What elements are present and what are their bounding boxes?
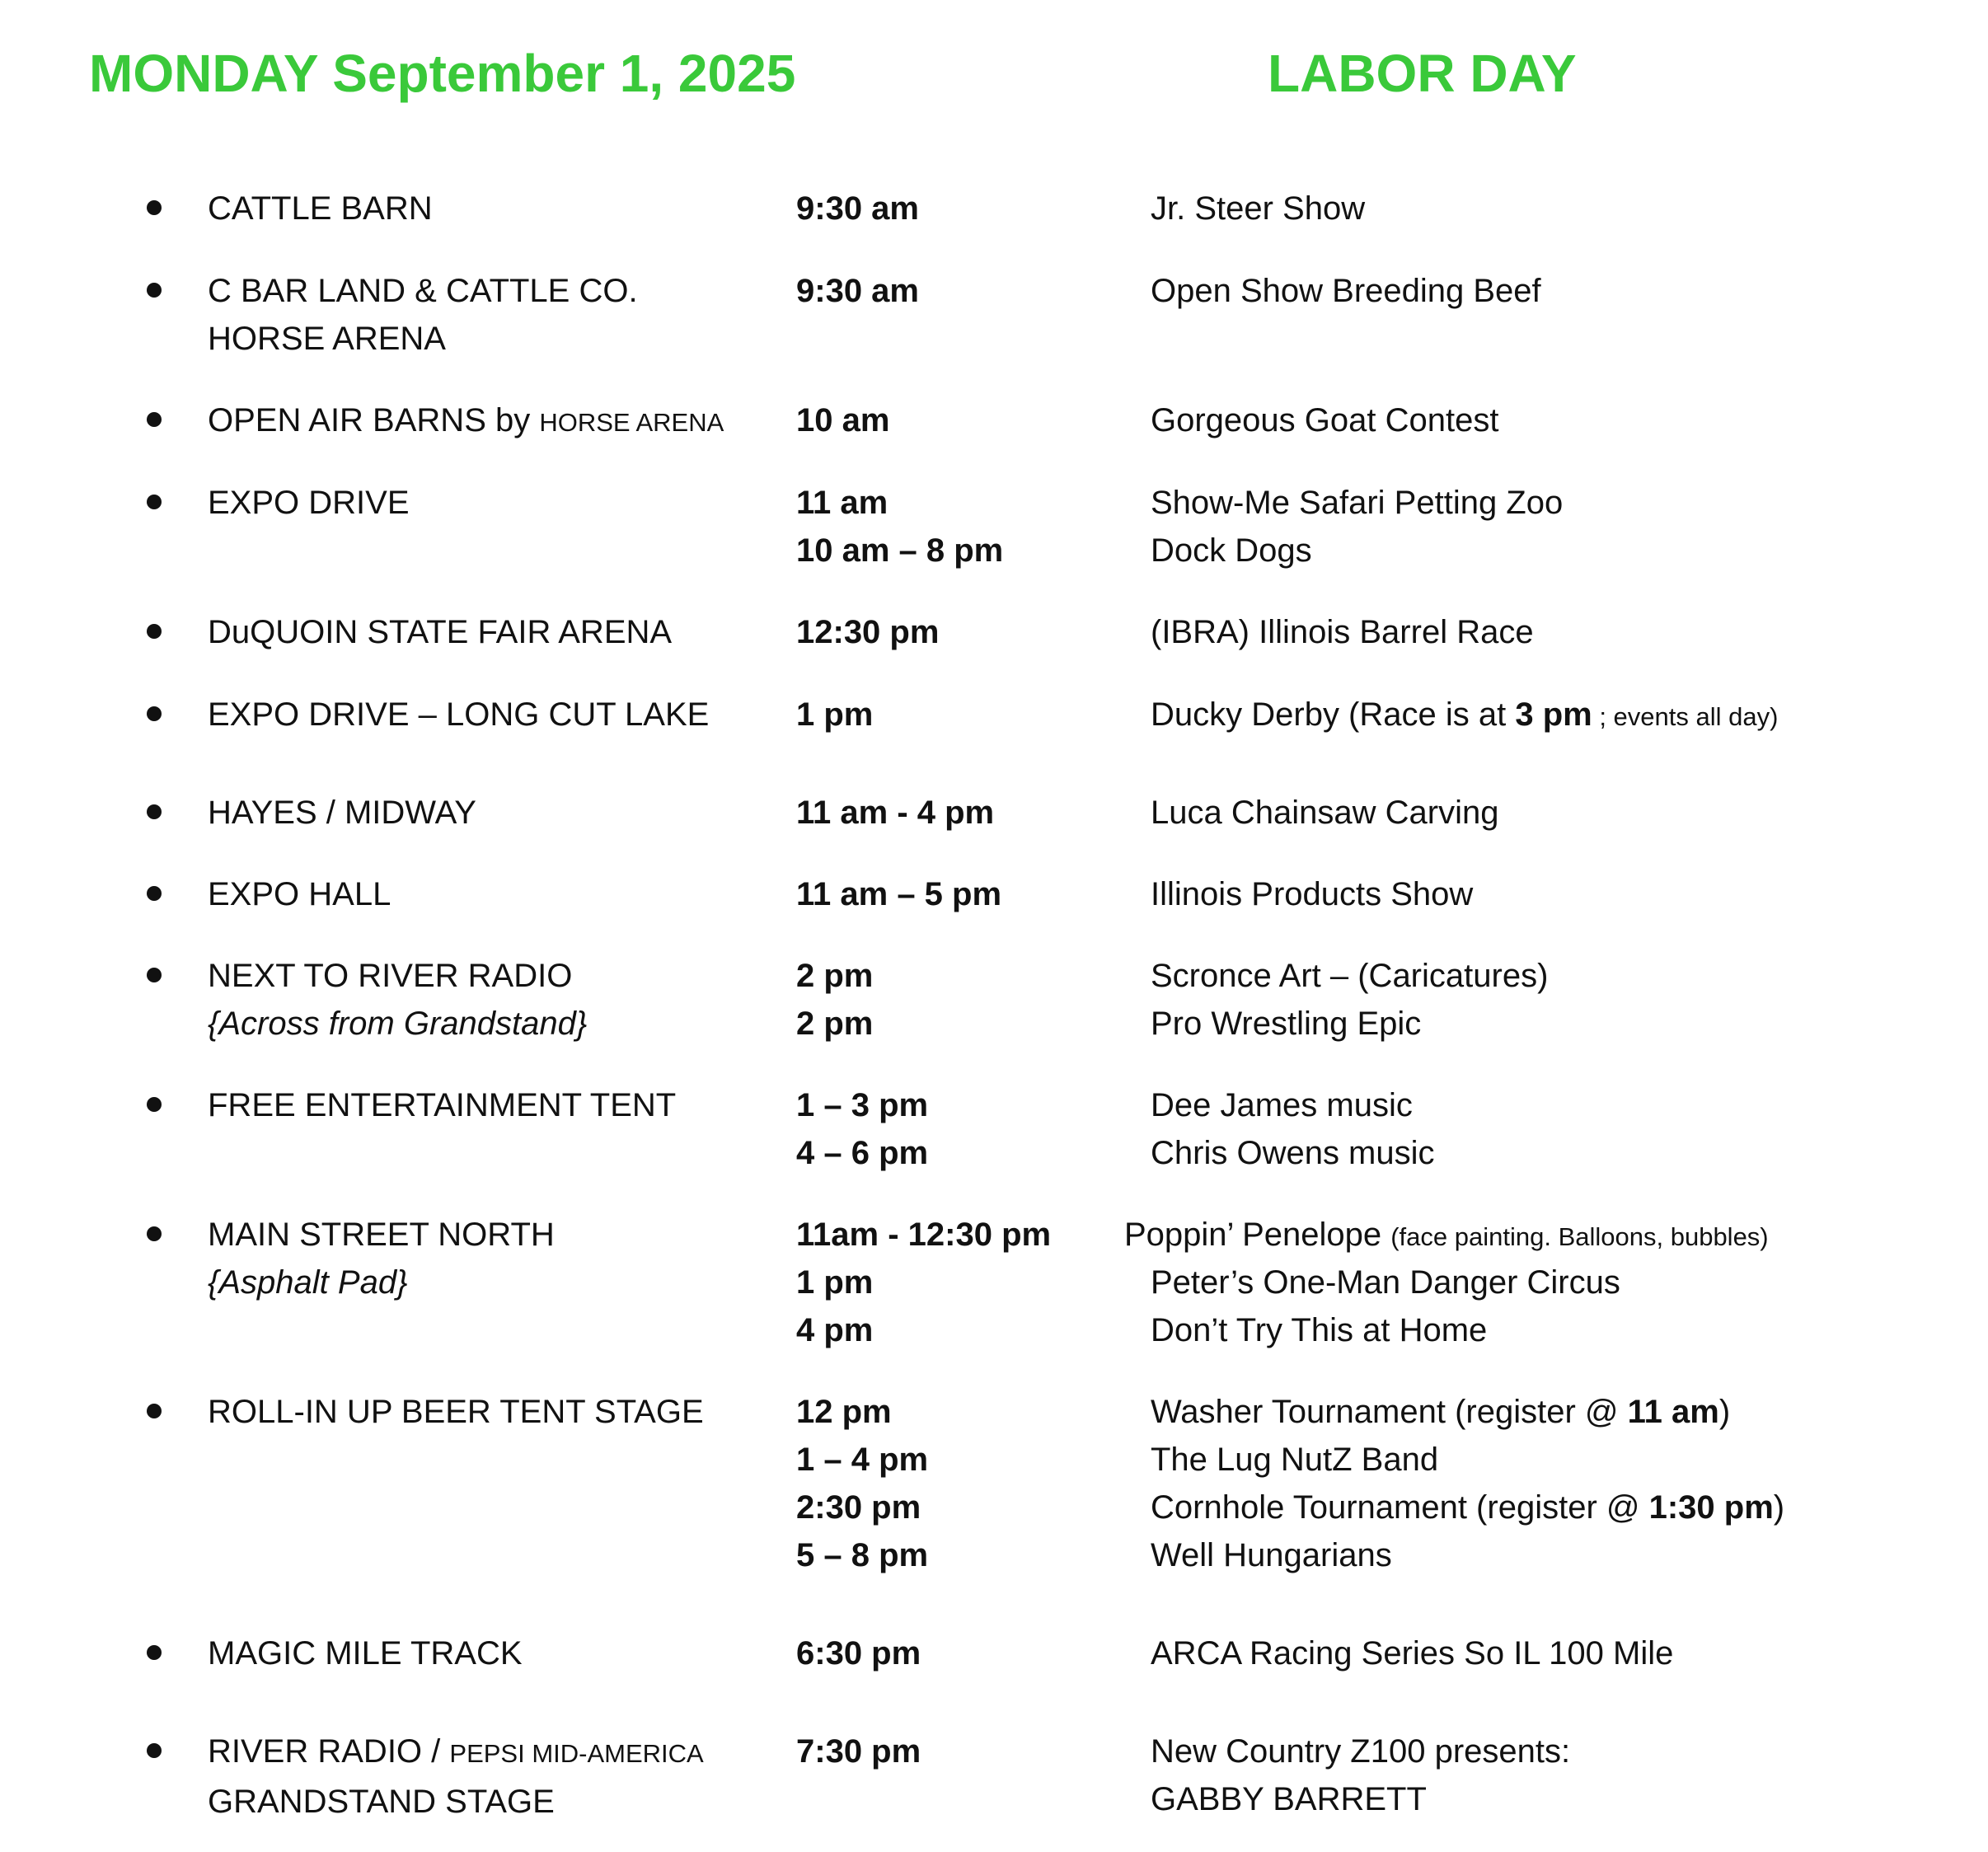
event: The Lug NutZ Band: [1151, 1442, 1439, 1478]
event: [1151, 691, 1778, 738]
events: [1151, 1388, 1784, 1579]
time: 7:30 pm: [796, 1733, 921, 1770]
location-name: ROLL-IN UP BEER TENT STAGE: [208, 1394, 704, 1430]
time: 12:30 pm: [796, 614, 940, 650]
event: Jr. Steer Show: [1151, 190, 1366, 227]
times: [796, 870, 1001, 918]
location-name: EXPO DRIVE – LONG CUT LAKE: [208, 696, 710, 733]
bullet-icon: [147, 968, 162, 982]
location-subtitle: {Asphalt Pad}: [208, 1264, 408, 1301]
times: [796, 185, 919, 232]
location-name: HAYES / MIDWAY: [208, 795, 476, 831]
event-text: Poppin’ Penelope: [1124, 1217, 1391, 1253]
location: [208, 870, 391, 918]
bullet-icon: [147, 1226, 162, 1241]
bullet-icon: [147, 283, 162, 298]
location: [208, 1728, 704, 1826]
time: 2 pm: [796, 1006, 874, 1042]
events: [1151, 185, 1365, 232]
location: [208, 952, 587, 1048]
time: 1 pm: [796, 696, 874, 733]
time: 11am - 12:30 pm: [796, 1217, 1052, 1253]
event: Gorgeous Goat Contest: [1151, 402, 1499, 438]
time: 10 am: [796, 402, 890, 438]
location-line1: [208, 1728, 704, 1778]
event-tail: ): [1773, 1489, 1785, 1526]
event: Illinois Products Show: [1151, 876, 1474, 912]
time: 4 – 6 pm: [796, 1135, 929, 1171]
event: New Country Z100 presents:: [1151, 1733, 1571, 1770]
location-small: HORSE ARENA: [539, 408, 724, 437]
event: (IBRA) Illinois Barrel Race: [1151, 614, 1534, 650]
times: [796, 396, 889, 444]
events: [1151, 608, 1534, 656]
event-note: ; events all day): [1592, 702, 1779, 731]
event: Show-Me Safari Petting Zoo: [1151, 485, 1564, 521]
event: Well Hungarians: [1151, 1537, 1392, 1573]
location-name: CATTLE BARN: [208, 190, 433, 227]
location-name: EXPO DRIVE: [208, 485, 410, 521]
times: [796, 1728, 921, 1775]
event-bold-time: 1:30 pm: [1648, 1489, 1774, 1526]
events: [1151, 691, 1778, 738]
bullet-icon: [147, 886, 162, 901]
bullet-icon: [147, 495, 162, 509]
times: [796, 479, 1003, 574]
location: [208, 396, 724, 447]
event-text: Ducky Derby (Race is at: [1151, 696, 1516, 733]
event: Scronce Art – (Caricatures): [1151, 958, 1549, 994]
time: 9:30 am: [796, 190, 919, 227]
bullet-icon: [147, 1404, 162, 1418]
event: [1151, 1484, 1784, 1531]
events: [1151, 1081, 1435, 1177]
bullet-icon: [147, 706, 162, 721]
event: ARCA Racing Series So IL 100 Mile: [1151, 1635, 1674, 1671]
location-line2: GRANDSTAND STAGE: [208, 1784, 555, 1820]
location-name: EXPO HALL: [208, 876, 392, 912]
bullet-icon: [147, 624, 162, 639]
bullet-icon: [147, 1645, 162, 1660]
location: [208, 185, 433, 232]
times: [796, 267, 919, 315]
event: Open Show Breeding Beef: [1151, 273, 1541, 309]
events: [1151, 870, 1473, 918]
times: [796, 789, 994, 837]
location: [208, 608, 672, 656]
event: Chris Owens music: [1151, 1135, 1435, 1171]
location: [208, 1629, 523, 1677]
location: [208, 691, 709, 738]
day-date-title: MONDAY September 1, 2025: [89, 44, 796, 103]
event-text: Cornhole Tournament (register @: [1151, 1489, 1649, 1526]
time: 1 – 3 pm: [796, 1087, 929, 1123]
events: [1151, 789, 1498, 837]
time: 10 am – 8 pm: [796, 532, 1004, 569]
event: Luca Chainsaw Carving: [1151, 795, 1499, 831]
location: [208, 267, 638, 363]
location-name: DuQUOIN STATE FAIR ARENA: [208, 614, 673, 650]
time: 12 pm: [796, 1394, 892, 1430]
location-subtitle: {Across from Grandstand}: [208, 1006, 588, 1042]
time: 2:30 pm: [796, 1489, 921, 1526]
location: [208, 1388, 704, 1436]
times: [796, 691, 873, 738]
location: [208, 1211, 555, 1306]
time: 2 pm: [796, 958, 874, 994]
event-bold-time: 3 pm: [1515, 696, 1592, 733]
time: 6:30 pm: [796, 1635, 921, 1671]
bullet-icon: [147, 1743, 162, 1758]
times: [796, 1388, 928, 1579]
event-text: Washer Tournament (register @: [1151, 1394, 1628, 1430]
time: 5 – 8 pm: [796, 1537, 929, 1573]
location: [208, 789, 476, 837]
time: 11 am: [796, 485, 889, 521]
times: [796, 608, 939, 656]
event-headliner: GABBY BARRETT: [1151, 1781, 1427, 1817]
event-tail: ): [1718, 1394, 1731, 1430]
events: [1151, 1629, 1673, 1677]
events: [1151, 952, 1548, 1048]
holiday-title: LABOR DAY: [1268, 44, 1577, 103]
event: Pro Wrestling Epic: [1151, 1006, 1422, 1042]
location-name: MAGIC MILE TRACK: [208, 1635, 523, 1671]
time: 11 am - 4 pm: [796, 795, 995, 831]
event-note: (face painting. Balloons, bubbles): [1390, 1222, 1769, 1251]
bullet-icon: [147, 412, 162, 427]
bullet-icon: [147, 804, 162, 819]
events: [1124, 1211, 1769, 1354]
location-small: PEPSI MID-AMERICA: [449, 1739, 704, 1768]
event: Dock Dogs: [1151, 532, 1312, 569]
bullet-icon: [147, 1097, 162, 1112]
location-name: OPEN AIR BARNS by: [208, 402, 540, 438]
location-name: FREE ENTERTAINMENT TENT: [208, 1087, 677, 1123]
location-name: NEXT TO RIVER RADIO: [208, 958, 573, 994]
time: 4 pm: [796, 1312, 874, 1348]
location-name: RIVER RADIO /: [208, 1733, 450, 1770]
times: [796, 1211, 1051, 1354]
location-name: C BAR LAND & CATTLE CO.: [208, 273, 638, 309]
times: [796, 952, 873, 1048]
location-name: MAIN STREET NORTH: [208, 1217, 555, 1253]
events: [1151, 267, 1541, 315]
location: [208, 479, 410, 527]
event: Don’t Try This at Home: [1151, 1312, 1488, 1348]
page-header: [0, 43, 1988, 125]
events: [1151, 1728, 1570, 1823]
events: [1151, 396, 1498, 444]
event: [1124, 1211, 1769, 1259]
events: [1151, 479, 1563, 574]
event: Dee James music: [1151, 1087, 1413, 1123]
times: [796, 1081, 928, 1177]
time: 1 pm: [796, 1264, 874, 1301]
times: [796, 1629, 921, 1677]
location: [208, 1081, 676, 1129]
event: Peter’s One-Man Danger Circus: [1151, 1264, 1620, 1301]
location-line2: HORSE ARENA: [208, 321, 446, 357]
time: 1 – 4 pm: [796, 1442, 929, 1478]
event-bold-time: 11 am: [1627, 1394, 1719, 1430]
event: [1151, 1388, 1784, 1436]
time: 11 am – 5 pm: [796, 876, 1002, 912]
time: 9:30 am: [796, 273, 919, 309]
bullet-icon: [147, 200, 162, 215]
